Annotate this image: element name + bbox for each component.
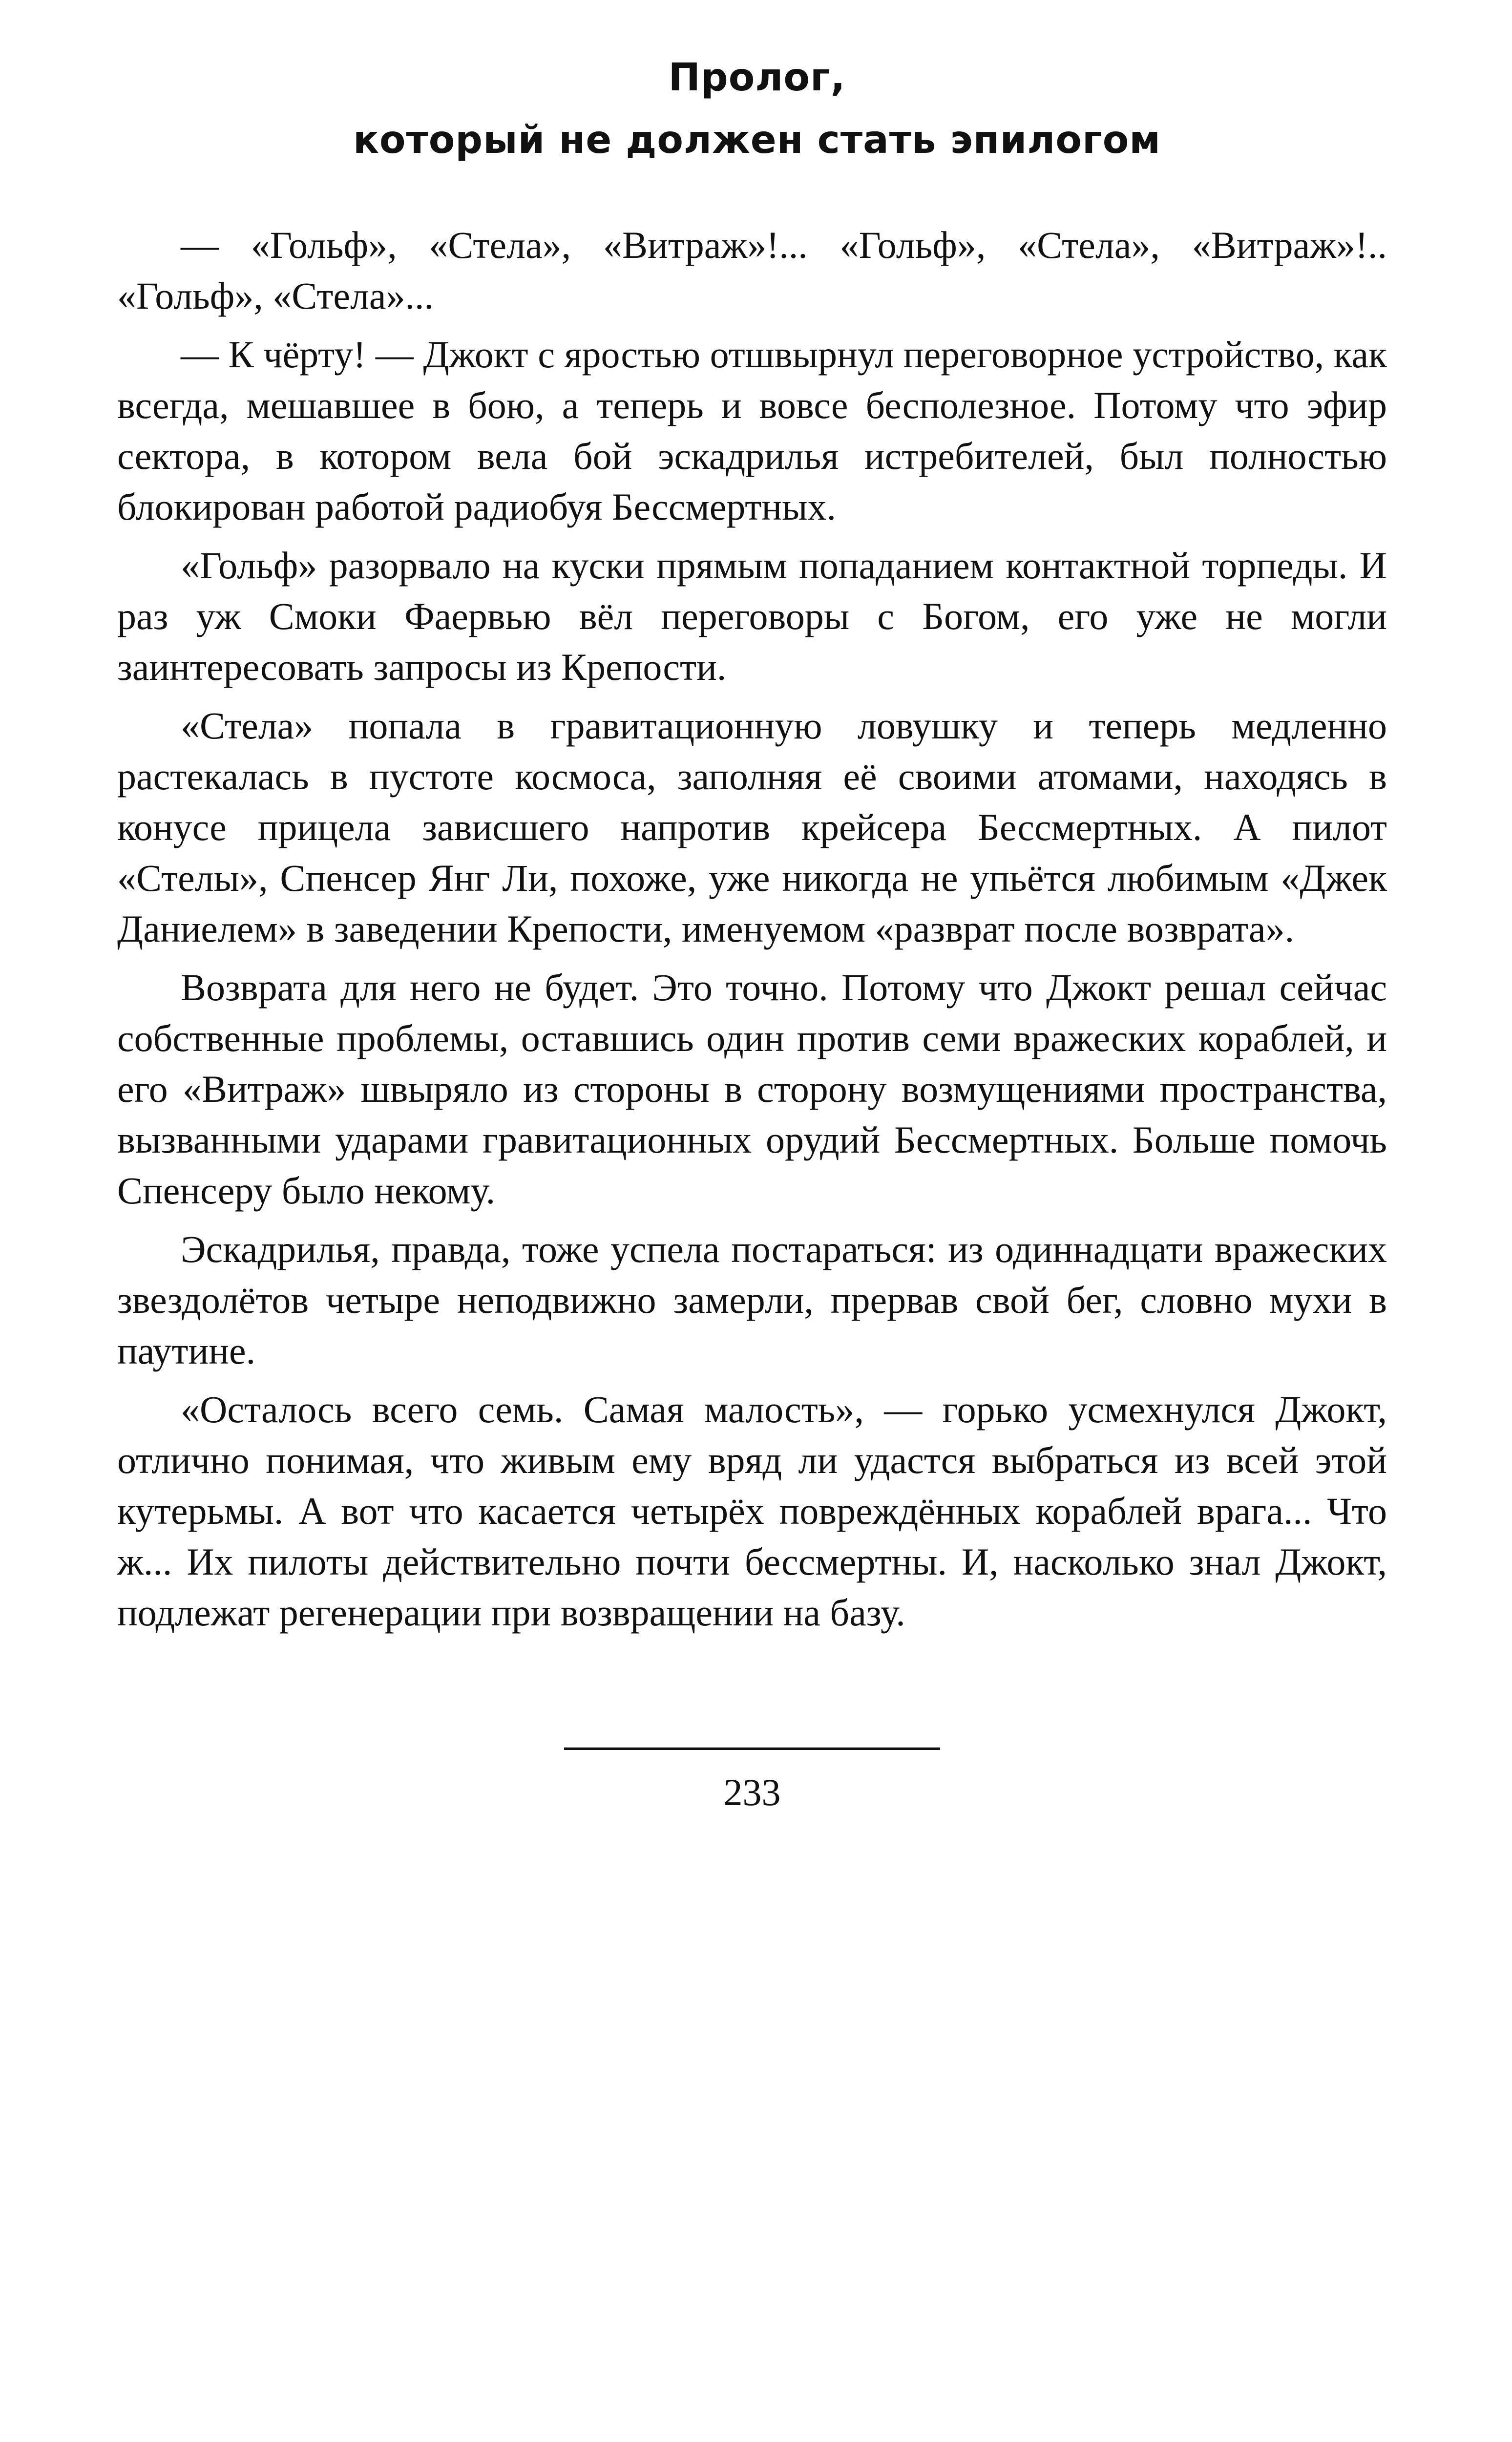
page-number: 233 xyxy=(723,1771,781,1813)
footer-rule xyxy=(564,1747,940,1750)
chapter-heading xyxy=(244,46,1270,171)
chapter-title-line-2: который не должен стать эпилогом xyxy=(353,118,1161,162)
chapter-title-line-1: Пролог, xyxy=(668,56,846,100)
paragraph: «Стела» попала в гравитационную ловушку и теперь медленно растекалась в пустоте космоса, заполняя её своими атомами, находясь в конусе прицела зависшего напротив крейсера Бессмертных. А пилот «Стелы», Спенсер Янг Ли, похоже, уже никогда не упьётся любимым «Джек Даниелем» в заведении Крепости, именуемом «разврат после возврата». xyxy=(117,704,1387,950)
paragraph: «Осталось всего семь. Самая малость», — горько усмехнулся Джокт, отлично понимая, что живым ему вряд ли удастся выбраться из всей этой кутерьмы. А вот что касается четырёх повреждённых кораблей врага... Что ж... Их пилоты действительно почти бессмертны. И, насколько знал Джокт, подлежат регенерации при возвращении на базу. xyxy=(117,1388,1387,1634)
paragraph: Возврата для него не будет. Это точно. Потому что Джокт решал сейчас собственные проблемы, оставшись один против семи вражеских кораблей, и его «Витраж» швыряло из стороны в сторону возмущениями пространства, вызванными ударами гравитационных орудий Бессмертных. Больше помочь Спенсеру было некому. xyxy=(117,966,1387,1212)
paragraph: — К чёрту! — Джокт с яростью отшвырнул переговорное устройство, как всегда, мешавшее в бою, а теперь и вовсе бесполезное. Потому что эфир сектора, в котором вела бой эскадрилья истребителей, был полностью блокирован работой радиобуя Бессмертных. xyxy=(117,333,1387,528)
paragraph: Эскадрилья, правда, тоже успела постараться: из одиннадцати вражеских звездолётов четыре неподвижно замерли, прервав свой бег, словно мухи в паутине. xyxy=(117,1228,1387,1372)
paragraph: — «Гольф», «Стела», «Витраж»!... «Гольф», «Стела», «Витраж»!.. «Гольф», «Стела»... xyxy=(117,224,1387,317)
body-text xyxy=(117,220,1387,1646)
paragraph: «Гольф» разорвало на куски прямым попаданием контактной торпеды. И раз уж Смоки Фаервью вёл переговоры с Богом, его уже не могли заинтересовать запросы из Крепости. xyxy=(117,544,1387,688)
